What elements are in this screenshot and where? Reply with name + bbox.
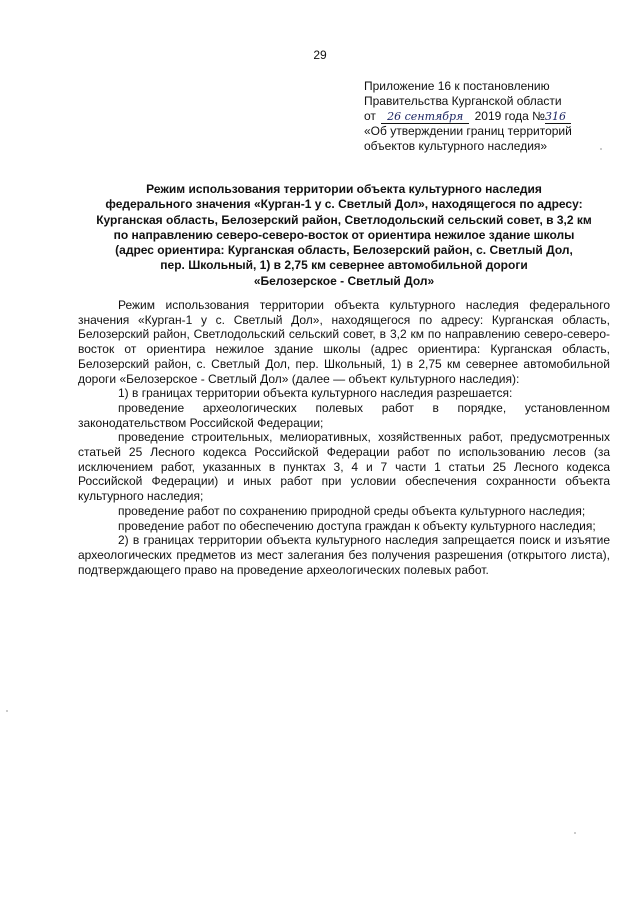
body-paragraph: проведение работ по обеспечению доступа граждан к объекту культурного наследия; [118,518,596,533]
body-paragraph: 2) в границах территории объекта культурного наследия запрещается поиск и изъятие археологических предметов из мест залегания без получения разрешения (открытого листа), подтверждающего право на проведение археологических полевых работ. [78,533,610,577]
appendix-line: Приложение 16 к постановлению [364,79,550,93]
document-title [78,182,610,289]
title-line: федерального значения «Курган-1 у с. Светлый Дол», находящегося по адресу: [105,197,583,212]
handwritten-date: 26 сентября [381,111,469,124]
document-body [78,298,610,577]
scan-speck [574,832,576,834]
appendix-header [364,79,614,154]
scan-speck [6,710,8,712]
scan-speck [600,148,602,150]
appendix-line: Правительства Курганской области [364,94,562,108]
date-year: 2019 года № [474,109,546,123]
body-paragraph: проведение строительных, мелиоративных, хозяйственных работ, предусмотренных статьей 25 Лесного кодекса Российской Федерации работ по использованию лесов (за исключением работ, указанных в пунктах 3, 4 и 7 части 1 статьи 25 Лесного кодекса Российской Федерации) и иных работ при условии обеспечения сохранности объекта культурного наследия; [78,430,610,504]
title-line: по направлению северо-северо-восток от ориентира нежилое здание школы [113,227,575,242]
page-number: 29 [313,48,327,62]
appendix-date-line [364,109,614,124]
handwritten-number: 316 [545,111,571,124]
title-line: пер. Школьный, 1) в 2,75 км севернее автомобильной дороги [160,258,528,273]
appendix-line: объектов культурного наследия» [364,139,548,153]
body-paragraph: Режим использования территории объекта культурного наследия федерального значения «Курган-1 у с. Светлый Дол», находящегося по адресу: Курганская область, Белозерский район, Светлодольский сельский совет, в 3,2 км по направлению северо-северо-восток от ориентира нежилое здание школы (адрес ориентира: Курганская область, Белозерский район, с. Светлый Дол, пер. Школьный, 1) в 2,75 км севернее автомобильной дороги «Белозерское - Светлый Дол» (далее — объект культурного наследия): [78,298,610,386]
title-line: Курганская область, Белозерский район, Светлодольский сельский совет, в 3,2 км [96,212,592,227]
body-paragraph: 1) в границах территории объекта культурного наследия разрешается: [118,386,513,401]
title-line: (адрес ориентира: Курганская область, Белозерский район, с. Светлый Дол, [115,243,573,258]
body-paragraph: проведение археологических полевых работ в порядке, установленном законодательством Российской Федерации; [78,400,610,430]
appendix-line: «Об утверждении границ территорий [364,124,572,138]
date-prefix: от [364,109,376,123]
title-line: Режим использования территории объекта культурного наследия [146,182,542,196]
body-paragraph: проведение работ по сохранению природной среды объекта культурного наследия; [118,503,586,518]
title-line: «Белозерское - Светлый Дол» [253,273,435,288]
